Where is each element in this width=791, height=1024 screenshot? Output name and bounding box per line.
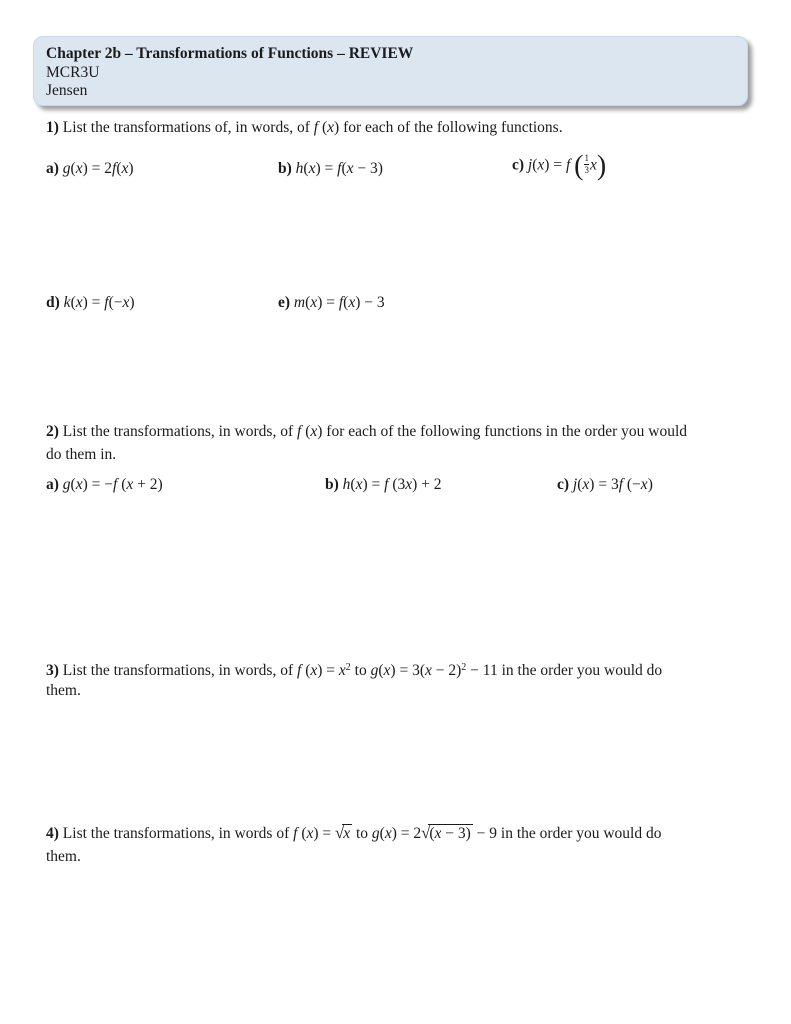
text: ( — [116, 160, 122, 177]
math-variable: f — [297, 662, 302, 679]
math-variable: x — [75, 160, 83, 177]
math-variable: x — [306, 825, 314, 842]
math-variable: x — [425, 662, 432, 679]
question-1-prompt — [46, 119, 563, 137]
text: ) + 2 — [412, 476, 442, 493]
question-4-prompt-line2 — [46, 845, 81, 868]
radicand — [428, 824, 472, 842]
text: them. — [46, 682, 81, 699]
math-variable: h — [295, 160, 304, 177]
text: (− — [108, 294, 123, 311]
math-variable: x — [384, 825, 392, 842]
math-variable: x — [434, 825, 442, 842]
bold-text: a) — [46, 476, 59, 493]
math-variable: x — [75, 476, 83, 493]
math-variable: x — [346, 160, 354, 177]
question-3-prompt-line1 — [46, 656, 662, 682]
math-variable: x — [122, 294, 130, 311]
text: ( — [297, 825, 307, 842]
bold-text: e) — [278, 294, 291, 311]
text: ( — [341, 160, 347, 177]
math-variable: x — [640, 476, 648, 493]
math-variable: x — [310, 294, 318, 311]
square-root — [421, 825, 473, 842]
math-variable: x — [383, 662, 391, 679]
big-paren: ( — [574, 150, 584, 182]
math-variable: f — [293, 825, 298, 842]
page-title: Chapter 2b – Transformations of Functions – REVIEW — [46, 45, 414, 62]
bold-text: 4) — [46, 825, 59, 842]
text: them. — [46, 848, 81, 865]
math-variable: j — [572, 476, 578, 493]
square-root — [335, 825, 352, 842]
math-variable: f — [297, 423, 302, 440]
course-code: MCR3U — [46, 63, 100, 81]
math-variable: x — [310, 423, 318, 440]
text: to — [350, 662, 371, 679]
math-variable: x — [75, 294, 83, 311]
q1-item-e — [278, 294, 385, 312]
text: ) — [128, 160, 134, 177]
text: ( — [305, 294, 311, 311]
math-variable: j — [527, 156, 533, 174]
text: − 3) — [353, 160, 383, 177]
text: ) = − — [82, 476, 114, 493]
text: List the transformations, in words of — [58, 825, 294, 842]
question-2-prompt-line1 — [46, 420, 687, 443]
bold-text: 1) — [46, 119, 59, 136]
text: (− — [623, 476, 641, 493]
math-variable: f — [565, 156, 571, 174]
math-variable: x — [338, 662, 346, 679]
q1-item-c — [512, 150, 607, 182]
text: ) − 3 — [355, 294, 385, 311]
bold-text: d) — [46, 294, 60, 311]
math-variable: g — [62, 160, 71, 177]
text: − 3) — [441, 825, 471, 842]
text: ) = — [313, 825, 336, 842]
math-variable: g — [370, 662, 379, 679]
text: ( — [577, 476, 583, 493]
header-box — [33, 36, 748, 106]
text: ) = — [317, 294, 339, 311]
q1-item-d — [46, 294, 135, 312]
text: ) = 3( — [390, 662, 425, 679]
q2-item-c — [557, 476, 653, 494]
math-variable: f — [618, 476, 624, 493]
big-paren: ) — [596, 150, 607, 182]
question-3-prompt-line2 — [46, 679, 81, 702]
bold-text: c) — [512, 156, 525, 174]
math-variable: g — [62, 476, 71, 493]
q2-item-b — [325, 476, 442, 494]
text: ) = — [82, 294, 105, 311]
math-variable: x — [537, 156, 545, 174]
text: − 11 in the order you would do — [466, 662, 663, 679]
bold-text: b) — [278, 160, 292, 177]
math-variable: x — [310, 662, 318, 679]
math-variable: f — [338, 294, 344, 311]
q1-item-a — [46, 160, 134, 178]
math-variable: x — [355, 476, 363, 493]
superscript: 2 — [461, 662, 467, 673]
math-variable: f — [337, 160, 342, 177]
text: ) for each of the following functions. — [334, 119, 563, 136]
teacher-name: Jensen — [46, 82, 88, 99]
text: ) = 2 — [391, 825, 422, 842]
fraction — [584, 153, 589, 177]
text: ) — [129, 294, 135, 311]
text: ( — [301, 423, 311, 440]
math-variable: f — [113, 476, 118, 493]
math-variable: f — [384, 476, 389, 493]
bold-text: c) — [557, 476, 570, 493]
superscript: 2 — [345, 662, 351, 673]
math-variable: f — [104, 294, 109, 311]
math-variable: x — [126, 476, 134, 493]
text: ) = — [315, 160, 338, 177]
text: List the transformations, in words, of — [58, 662, 297, 679]
text: ) = — [544, 156, 566, 174]
text: (3 — [388, 476, 406, 493]
bold-text: 3) — [46, 662, 59, 679]
math-variable: f — [313, 119, 319, 136]
text: − 9 in the order you would do — [472, 825, 662, 842]
text: ( — [318, 119, 328, 136]
text: ( — [350, 476, 356, 493]
math-variable: x — [343, 825, 351, 842]
text: ) — [647, 476, 653, 493]
text: ( — [301, 662, 311, 679]
q1-item-b — [278, 160, 383, 178]
math-variable: x — [348, 294, 356, 311]
math-variable: x — [582, 476, 590, 493]
math-variable: x — [308, 160, 316, 177]
text: to — [352, 825, 372, 842]
text: ) for each of the following functions in the order you would — [317, 423, 688, 440]
text: ( — [70, 294, 76, 311]
fraction-denominator: 3 — [584, 165, 589, 176]
text: ( — [343, 294, 349, 311]
text: List the transformations, in words, of — [58, 423, 297, 440]
math-variable: x — [327, 119, 335, 136]
text: ( — [117, 476, 127, 493]
question-4-prompt-line1 — [46, 821, 661, 845]
text: ) = — [362, 476, 385, 493]
text: ) = 3 — [589, 476, 619, 493]
math-variable: g — [371, 825, 380, 842]
math-variable: f — [112, 160, 117, 177]
text: − 2) — [431, 662, 462, 679]
radical-sign: √ — [335, 823, 345, 842]
bold-text: a) — [46, 160, 59, 177]
bold-text: 2) — [46, 423, 59, 440]
bold-text: b) — [325, 476, 339, 493]
text: ( — [379, 825, 385, 842]
math-variable: x — [405, 476, 413, 493]
text: ( — [303, 160, 309, 177]
text: ( — [378, 662, 384, 679]
fraction-numerator: 1 — [584, 153, 589, 163]
radical-sign: √ — [421, 823, 431, 842]
text: ) = 2 — [82, 160, 113, 177]
text: ( — [532, 156, 538, 174]
math-variable: k — [63, 294, 71, 311]
text: List the transformations of, in words, of — [58, 119, 314, 136]
text: ( — [429, 825, 435, 842]
text: ) = — [317, 662, 339, 679]
math-variable: x — [121, 160, 129, 177]
q2-item-a — [46, 476, 163, 494]
math-variable: h — [342, 476, 351, 493]
radicand — [342, 824, 352, 842]
text: + 2) — [133, 476, 163, 493]
math-variable: m — [293, 294, 306, 311]
text: do them in. — [46, 446, 117, 463]
math-variable: x — [589, 156, 597, 174]
text: ( — [70, 476, 76, 493]
question-2-prompt-line2 — [46, 443, 116, 466]
text: ( — [70, 160, 76, 177]
